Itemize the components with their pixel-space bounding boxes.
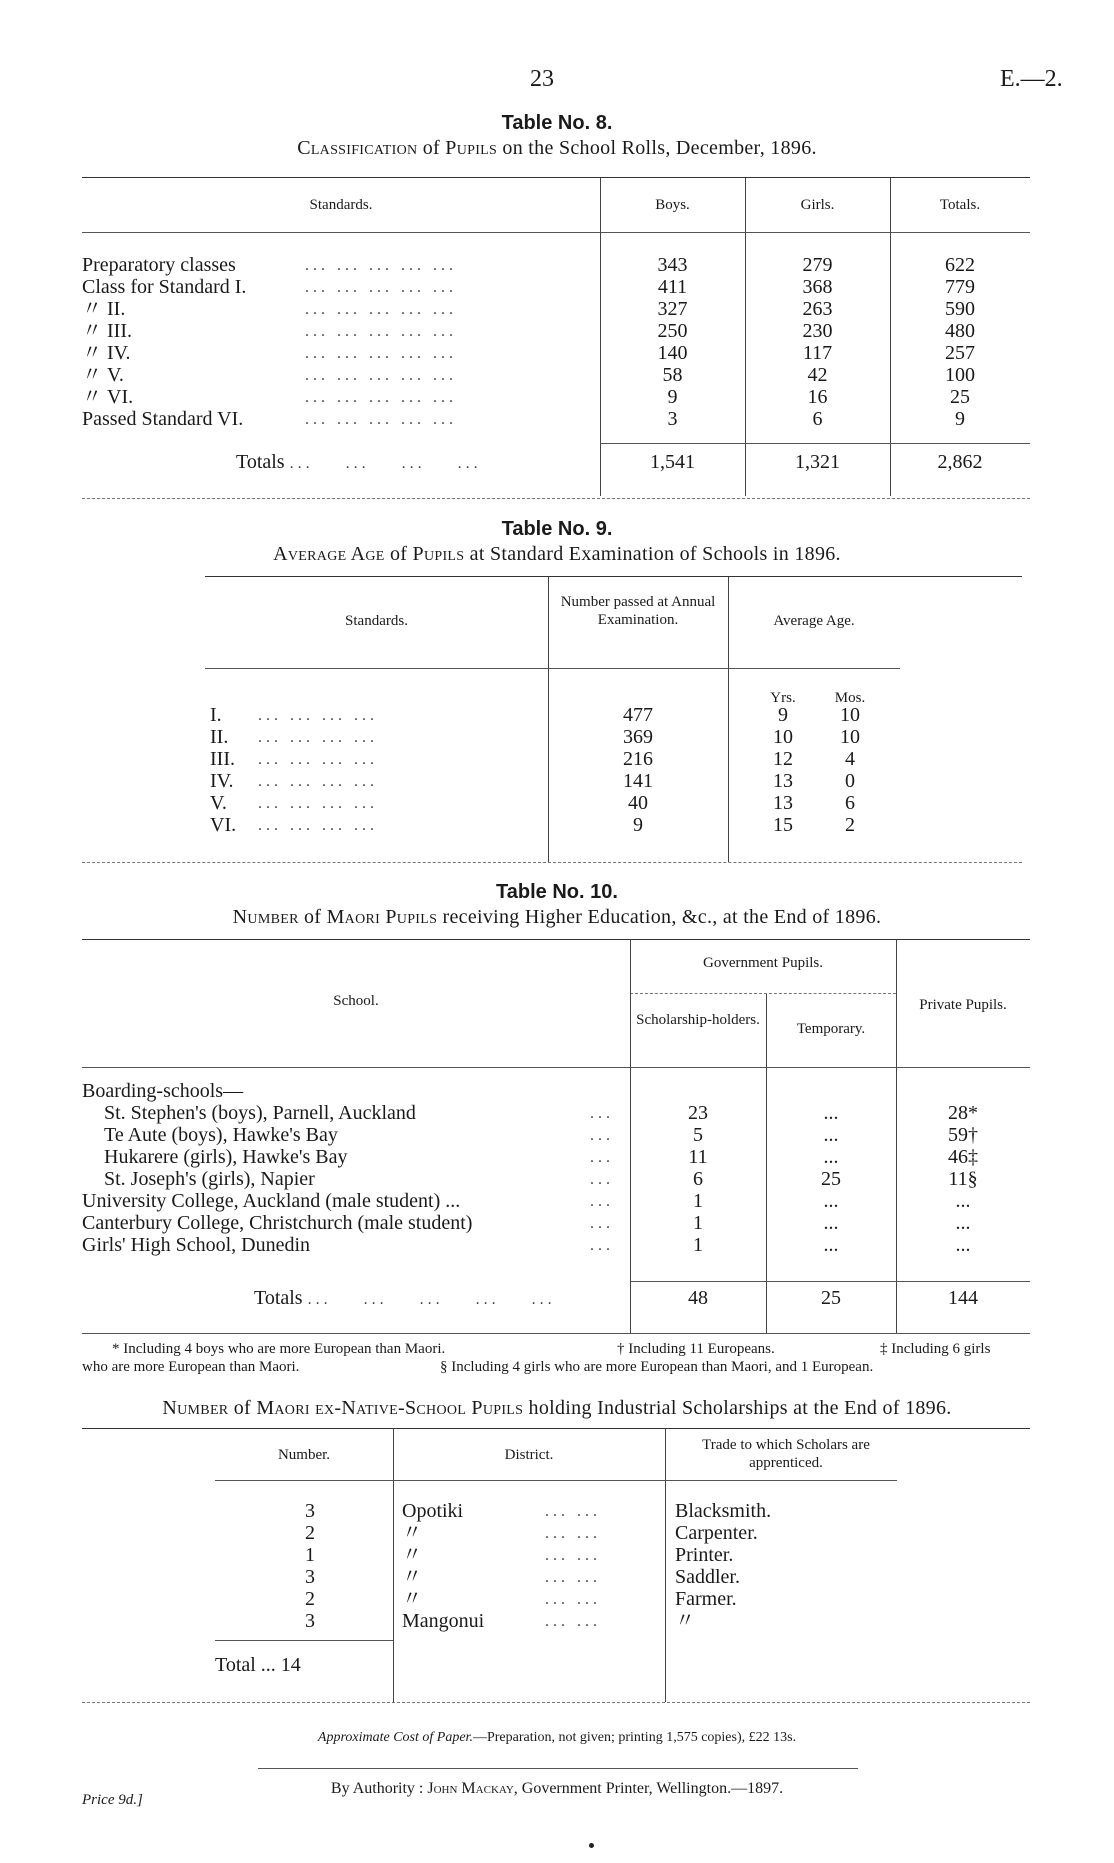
table8-row-label: Passed Standard VI. xyxy=(82,408,244,430)
table9-bottom-rule xyxy=(82,862,1022,863)
table10-row-school: Te Aute (boys), Hawke's Bay xyxy=(104,1124,338,1146)
table11-bottom-rule xyxy=(82,1702,1030,1703)
table10-group-label: Boarding-schools— xyxy=(82,1080,244,1102)
leader-dots: ... xyxy=(590,1171,614,1188)
table11-row-number: 2 xyxy=(305,1588,315,1610)
table8-row-totals: 590 xyxy=(945,298,975,320)
table11-caption: Number of Maori ex-Native-School Pupils holding Industrial Scholarships at the End of 1896. xyxy=(162,1397,952,1419)
table11-row-trade: Carpenter. xyxy=(675,1522,758,1544)
table8-header-girls: Girls. xyxy=(800,197,835,213)
leader-dots: ... ... ... ... ... xyxy=(305,345,457,362)
table10-row-private: 46‡ xyxy=(948,1146,978,1168)
table10-row-scholar: 23 xyxy=(688,1102,708,1124)
table11-row-trade: Saddler. xyxy=(675,1566,740,1588)
table10-row-private: 11§ xyxy=(948,1168,978,1190)
table11-row-trade: Printer. xyxy=(675,1544,734,1566)
table9-row-yrs: 10 xyxy=(773,726,793,748)
table10-row-private: ... xyxy=(955,1212,971,1234)
table10-title: Table No. 10. xyxy=(496,881,618,903)
table10-row-private: ... xyxy=(955,1234,971,1256)
table10-row-scholar: 1 xyxy=(693,1234,703,1256)
table10-row-temp: ... xyxy=(823,1102,839,1124)
leader-dots: ... ... ... ... xyxy=(258,707,378,724)
leader-dots: ... ... ... ... ... xyxy=(305,411,457,428)
leader-dots: ... ... xyxy=(545,1591,601,1608)
printer-authority: By Authority : John Mackay, Government Printer, Wellington.—1897. xyxy=(330,1780,784,1797)
table8-total-all: 2,862 xyxy=(937,451,983,473)
table11-row-district: 〃 xyxy=(402,1522,422,1544)
table9-row-mos: 10 xyxy=(840,726,860,748)
table9-row-yrs: 13 xyxy=(773,770,793,792)
table8-row-totals: 100 xyxy=(945,364,975,386)
table8-row-boys: 58 xyxy=(662,364,683,386)
cost-note: Approximate Cost of Paper.—Preparation, not given; printing 1,575 copies), £22 13s. xyxy=(317,1730,797,1745)
leader-dots: ... ... ... ... ... xyxy=(305,367,457,384)
table11-row-number: 3 xyxy=(305,1566,315,1588)
footnote-continuation: who are more European than Maori. xyxy=(82,1359,300,1375)
table8-row-label: 〃 II. xyxy=(82,298,126,320)
table8-header-totals: Totals. xyxy=(939,197,981,213)
table11-row-district: 〃 xyxy=(402,1588,422,1610)
table10-row-temp: 25 xyxy=(821,1168,841,1190)
table11-row-district: Mangonui xyxy=(402,1610,485,1632)
leader-dots: ... ... xyxy=(545,1503,601,1520)
leader-dots: ... ... ... ... xyxy=(258,795,378,812)
table10-group-rule xyxy=(630,993,896,994)
table9-col-divider xyxy=(548,577,549,862)
table10-row-scholar: 11 xyxy=(688,1146,708,1168)
table8-top-rule xyxy=(82,177,1030,178)
table8-title: Table No. 8. xyxy=(501,112,613,134)
leader-dots: ... ... xyxy=(545,1569,601,1586)
footnote-star: * Including 4 boys who are more European than Maori. xyxy=(112,1341,446,1357)
leader-dots: ... xyxy=(590,1149,614,1166)
table10-bottom-rule xyxy=(82,1333,1030,1334)
table11-row-number: 3 xyxy=(305,1610,315,1632)
table8-row-label: 〃 V. xyxy=(82,364,124,386)
footnote-dagger: † Including 11 Europeans. xyxy=(617,1341,775,1357)
table9-top-rule xyxy=(205,576,1022,577)
table11-row-number: 1 xyxy=(305,1544,315,1566)
table9-header-number: Number passed at Annual Examination. xyxy=(560,594,716,628)
table11-top-rule xyxy=(82,1428,1030,1429)
table10-row-temp: ... xyxy=(823,1190,839,1212)
table10-row-school: St. Joseph's (girls), Napier xyxy=(104,1168,315,1190)
table8-row-totals: 257 xyxy=(945,342,975,364)
table10-row-private: 59† xyxy=(948,1124,978,1146)
leader-dots: ... ... xyxy=(545,1613,601,1630)
table9-subheader-yrs: Yrs. xyxy=(770,690,796,706)
table9-row-number: 369 xyxy=(623,726,653,748)
table10-row-school: Hukarere (girls), Hawke's Bay xyxy=(104,1146,348,1168)
leader-dots: ... ... ... ... ... xyxy=(305,389,457,406)
table11-row-trade: 〃 xyxy=(675,1610,695,1632)
decorative-dot xyxy=(589,1843,594,1848)
leader-dots: ... ... ... ... ... xyxy=(305,323,457,340)
table9-row-number: 9 xyxy=(633,814,643,836)
table10-totals-label: Totals ... ... ... ... ... xyxy=(254,1287,556,1309)
table9-row-mos: 6 xyxy=(845,792,855,814)
table11-row-number: 3 xyxy=(305,1500,315,1522)
table10-row-temp: ... xyxy=(823,1234,839,1256)
table10-row-school: Girls' High School, Dunedin xyxy=(82,1234,311,1256)
table10-row-temp: ... xyxy=(823,1212,839,1234)
table11-col-divider xyxy=(393,1429,394,1702)
leader-dots: ... ... ... ... xyxy=(258,817,378,834)
table8-row-boys: 3 xyxy=(667,408,678,430)
table10-header-government: Government Pupils. xyxy=(703,955,823,971)
table8-row-label: 〃 IV. xyxy=(82,342,131,364)
table11-row-number: 2 xyxy=(305,1522,315,1544)
table8-caption: Classification of Pupils on the School Rolls, December, 1896. xyxy=(297,137,817,159)
table9-caption: Average Age of Pupils at Standard Examination of Schools in 1896. xyxy=(273,543,841,565)
table10-total-temp: 25 xyxy=(821,1287,841,1309)
leader-dots: ... ... ... ... xyxy=(258,729,378,746)
table9-row-mos: 2 xyxy=(845,814,855,836)
table8-row-girls: 279 xyxy=(802,254,833,276)
table11-row-district: Opotiki xyxy=(402,1500,464,1522)
table10-header-private: Private Pupils. xyxy=(919,997,1007,1013)
table8-row-label: 〃 III. xyxy=(82,320,132,342)
leader-dots: ... ... xyxy=(545,1547,601,1564)
table10-row-temp: ... xyxy=(823,1146,839,1168)
table8-total-girls: 1,321 xyxy=(795,451,840,473)
table10-row-school: University College, Auckland (male student) ... xyxy=(82,1190,461,1212)
table10-row-scholar: 5 xyxy=(693,1124,703,1146)
leader-dots: ... ... xyxy=(545,1525,601,1542)
table10-row-scholar: 6 xyxy=(693,1168,703,1190)
table10-header-rule xyxy=(82,1067,1030,1068)
table8-row-girls: 42 xyxy=(807,364,828,386)
table8-total-boys: 1,541 xyxy=(650,451,695,473)
table9-row-yrs: 9 xyxy=(778,704,788,726)
table9-row-mos: 10 xyxy=(840,704,860,726)
table9-row-label: V. xyxy=(210,792,227,814)
table11-row-trade: Farmer. xyxy=(675,1588,737,1610)
price: Price 9d.] xyxy=(82,1792,143,1808)
leader-dots: ... xyxy=(590,1105,614,1122)
table9-row-label: III. xyxy=(210,748,235,770)
table9-row-yrs: 15 xyxy=(773,814,793,836)
table9-subheader-mos: Mos. xyxy=(834,690,866,706)
table8-row-girls: 368 xyxy=(802,276,833,298)
table9-row-label: II. xyxy=(210,726,229,748)
leader-dots: ... ... ... ... ... xyxy=(305,279,457,296)
table11-header-district: District. xyxy=(504,1447,554,1463)
table10-totals-rule xyxy=(630,1281,1030,1282)
table11-total: Total ... 14 xyxy=(215,1654,301,1676)
table8-row-boys: 327 xyxy=(657,298,688,320)
table8-header-boys: Boys. xyxy=(655,197,690,213)
table10-row-private: ... xyxy=(955,1190,971,1212)
table10-row-temp: ... xyxy=(823,1124,839,1146)
leader-dots: ... xyxy=(590,1237,614,1254)
table8-row-totals: 9 xyxy=(955,408,965,430)
table8-row-boys: 343 xyxy=(657,254,688,276)
table9-row-mos: 4 xyxy=(845,748,855,770)
table9-row-mos: 0 xyxy=(845,770,855,792)
table8-totals-rule xyxy=(600,443,1030,444)
footnote-section: § Including 4 girls who are more European than Maori, and 1 European. xyxy=(440,1359,874,1375)
table8-row-totals: 779 xyxy=(945,276,975,298)
table10-header-scholarship: Scholarship-holders. xyxy=(636,1012,760,1028)
table11-row-district: 〃 xyxy=(402,1566,422,1588)
footer-rule xyxy=(258,1768,858,1769)
table9-row-label: I. xyxy=(210,704,222,726)
table8-row-girls: 117 xyxy=(802,342,833,364)
table10-row-private: 28* xyxy=(948,1102,978,1124)
table9-title: Table No. 9. xyxy=(501,518,613,540)
table8-row-boys: 140 xyxy=(657,342,688,364)
table11-row-district: 〃 xyxy=(402,1544,422,1566)
table8-row-totals: 480 xyxy=(945,320,975,342)
table8-row-girls: 230 xyxy=(802,320,833,342)
table8-row-girls: 6 xyxy=(812,408,823,430)
table8-header-rule xyxy=(82,232,1030,233)
table10-row-school: Canterbury College, Christchurch (male student) xyxy=(82,1212,473,1234)
table8-row-totals: 622 xyxy=(945,254,975,276)
table8-totals-label: Totals ... ... ... ... xyxy=(236,451,482,473)
table9-header-standards: Standards. xyxy=(345,613,408,629)
table11-total-rule xyxy=(215,1640,393,1641)
table10-top-rule xyxy=(82,939,1030,940)
table10-header-temporary: Temporary. xyxy=(796,1021,866,1037)
table9-row-number: 216 xyxy=(623,748,653,770)
table8-row-boys: 9 xyxy=(667,386,678,408)
table8-row-boys: 411 xyxy=(657,276,688,298)
table8-bottom-rule xyxy=(82,498,1030,499)
table9-row-yrs: 13 xyxy=(773,792,793,814)
leader-dots: ... ... ... ... xyxy=(258,751,378,768)
table8-row-label: Preparatory classes xyxy=(82,254,236,276)
table11-col-divider xyxy=(665,1429,666,1702)
table8-header-standards: Standards. xyxy=(309,197,373,213)
leader-dots: ... ... ... ... ... xyxy=(305,301,457,318)
table11-header-number: Number. xyxy=(277,1447,331,1463)
table9-header-age: Average Age. xyxy=(773,613,855,629)
table9-row-yrs: 12 xyxy=(773,748,793,770)
leader-dots: ... xyxy=(590,1127,614,1144)
leader-dots: ... ... ... ... xyxy=(258,773,378,790)
document-reference: E.—2. xyxy=(1000,66,1063,92)
table10-total-scholar: 48 xyxy=(688,1287,708,1309)
table10-caption: Number of Maori Pupils receiving Higher Education, &c., at the End of 1896. xyxy=(232,906,882,928)
table9-row-label: IV. xyxy=(210,770,234,792)
table8-row-label: Class for Standard I. xyxy=(82,276,247,298)
table8-row-label: 〃 VI. xyxy=(82,386,134,408)
table8-row-girls: 263 xyxy=(802,298,833,320)
table9-row-number: 141 xyxy=(623,770,653,792)
page-number: 23 xyxy=(530,66,554,92)
table8-row-totals: 25 xyxy=(950,386,970,408)
table11-row-trade: Blacksmith. xyxy=(675,1500,772,1522)
table10-row-scholar: 1 xyxy=(693,1190,703,1212)
leader-dots: ... xyxy=(590,1193,614,1210)
table9-header-rule xyxy=(205,668,900,669)
table8-row-boys: 250 xyxy=(657,320,688,342)
footnote-double-dagger: ‡ Including 6 girls xyxy=(880,1341,991,1357)
table9-row-label: VI. xyxy=(210,814,237,836)
table10-header-school: School. xyxy=(333,993,379,1009)
table9-row-number: 477 xyxy=(623,704,653,726)
leader-dots: ... xyxy=(590,1215,614,1232)
table11-header-trade: Trade to which Scholars are apprenticed. xyxy=(702,1437,870,1471)
leader-dots: ... ... ... ... ... xyxy=(305,257,457,274)
table8-row-girls: 16 xyxy=(807,386,828,408)
table9-row-number: 40 xyxy=(628,792,648,814)
table10-total-private: 144 xyxy=(948,1287,978,1309)
table10-row-scholar: 1 xyxy=(693,1212,703,1234)
table11-header-rule xyxy=(215,1480,897,1481)
table10-row-school: St. Stephen's (boys), Parnell, Auckland xyxy=(104,1102,416,1124)
